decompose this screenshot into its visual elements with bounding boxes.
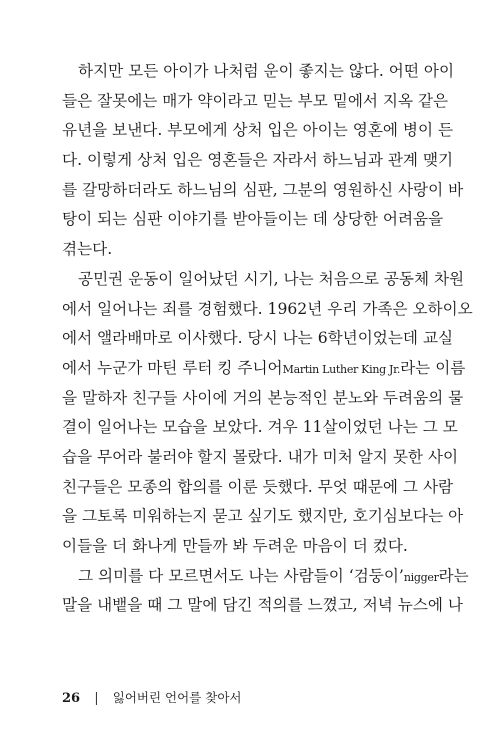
original-word-annotation: nigger — [403, 570, 439, 584]
text-line: 결이 일어나는 모습을 보았다. 겨우 11살이었던 나는 그 모 — [62, 418, 458, 437]
text-line: 습을 무어라 불러야 할지 몰랐다. 내가 미처 알지 못한 사이 — [62, 447, 459, 466]
text-line: 에서 일어나는 죄를 경험했다. 1962년 우리 가족은 오하이오 — [62, 299, 473, 318]
text-line: 말을 내뱉을 때 그 말에 담긴 적의를 느꼈고, 저녁 뉴스에 나 — [62, 596, 463, 615]
footer-separator: | — [94, 691, 99, 706]
page-number: 26 — [62, 691, 81, 706]
body-text — [62, 57, 473, 621]
text-line: 을 그토록 미워하는지 묻고 싶기도 했지만, 호기심보다는 아 — [62, 507, 464, 526]
original-name-annotation: Martin Luther King Jr. — [282, 362, 401, 376]
text-line: 을 말하자 친구들 사이에 거의 본능적인 분노와 두려움의 물 — [62, 388, 464, 407]
text-segment: 라는 — [438, 566, 469, 585]
text-line: 다. 이렇게 상처 입은 영혼들은 자라서 하느님과 관계 맺기 — [62, 151, 454, 170]
text-line: 에서 앨라배마로 이사했다. 당시 나는 6학년이었는데 교실 — [62, 329, 454, 348]
text-line: 이들을 더 화나게 만들까 봐 두려운 마음이 더 컸다. — [62, 537, 408, 555]
text-segment: 그 의미를 다 모르면서도 나는 사람들이 ‘검둥이’ — [78, 566, 404, 585]
text-line: 친구들은 모종의 합의를 이룬 듯했다. 무엇 때문에 그 사람 — [62, 477, 454, 496]
text-line: 공민권 운동이 일어났던 시기, 나는 처음으로 공동체 차원 — [78, 269, 465, 288]
page-footer — [62, 686, 241, 710]
text-line: 겪는다. — [62, 240, 113, 259]
text-line-with-annotation — [62, 354, 466, 384]
text-line: 를 갈망하더라도 하느님의 심판, 그분의 영원하신 사랑이 바 — [62, 180, 464, 199]
text-line: 하지만 모든 아이가 나처럼 운이 좋지는 않다. 어떤 아이 — [78, 62, 455, 80]
text-line: 유년을 보낸다. 부모에게 상처 입은 아이는 영혼에 병이 든 — [62, 121, 454, 140]
running-book-title: 잃어버린 언어를 찾아서 — [112, 690, 242, 705]
text-segment: 라는 이름 — [400, 358, 466, 377]
text-segment: 에서 누군가 마틴 루터 킹 주니어 — [62, 358, 283, 377]
text-line: 들은 잘못에는 매가 약이라고 믿는 부모 밑에서 지옥 같은 — [62, 91, 449, 110]
text-line-with-annotation — [62, 562, 469, 592]
text-line: 탕이 되는 심판 이야기를 받아들이는 데 상당한 어려움을 — [62, 210, 444, 229]
